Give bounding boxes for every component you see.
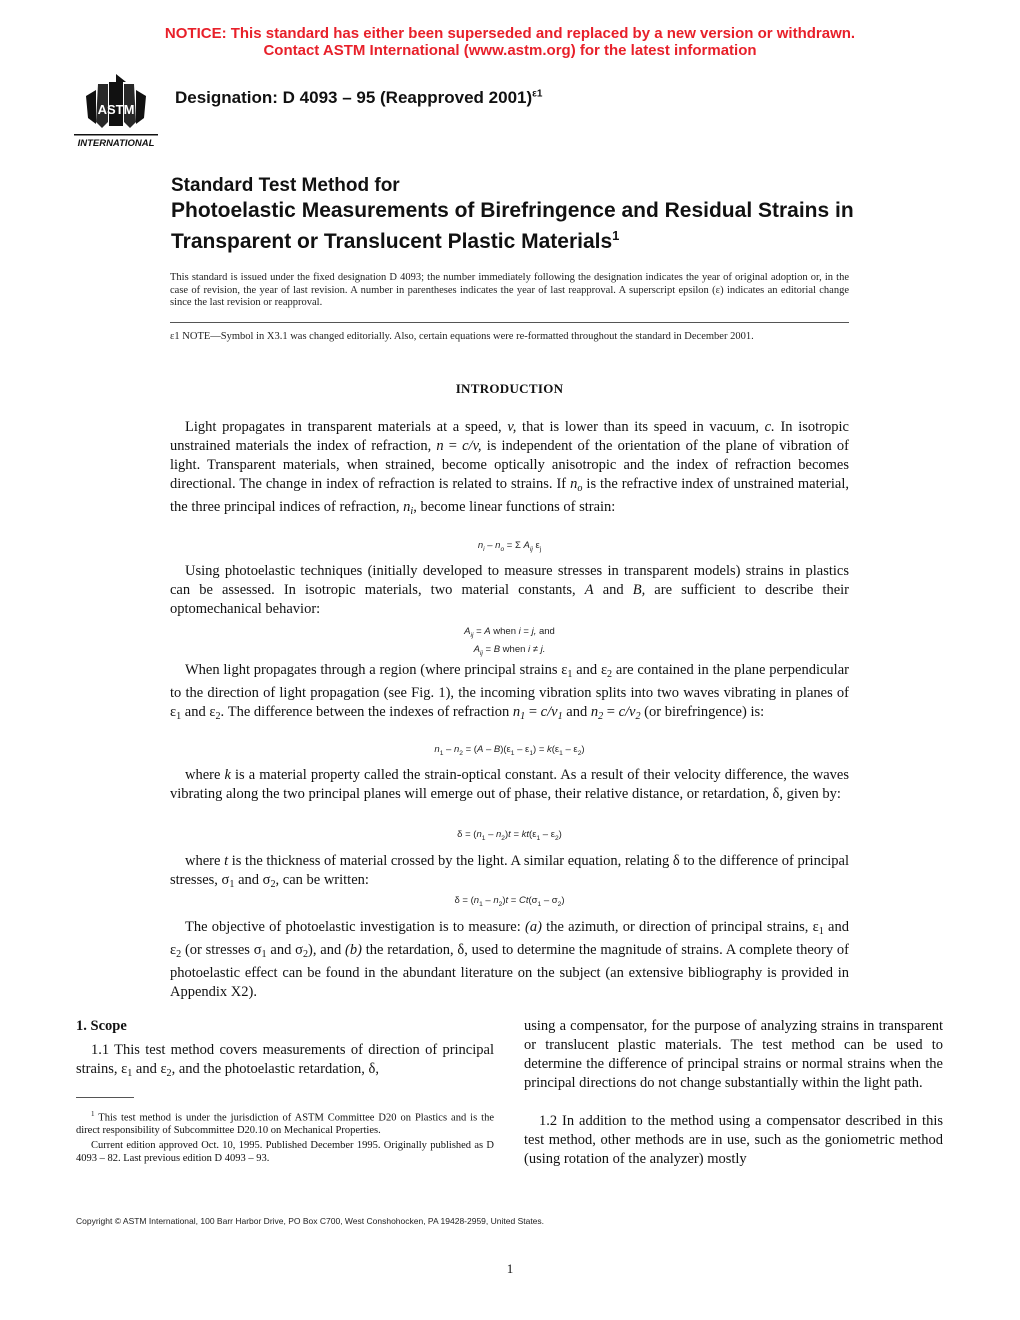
intro-paragraph-2: Using photoelastic techniques (initially developed to measure stresses in transparent models) strains in plastics can be assessed. In isotropic materials, two material constants, A and B, are sufficient to describe their optomechanical behavior:	[170, 563, 849, 617]
copyright-notice: Copyright © ASTM International, 100 Barr Harbor Drive, PO Box C700, West Conshohocken, PA 19428-2959, United States.	[76, 1216, 545, 1226]
introduction-heading: INTRODUCTION	[455, 381, 564, 396]
notice-line-2: Contact ASTM International (www.astm.org) for the latest information	[263, 42, 757, 59]
scope-heading: 1. Scope	[76, 1018, 127, 1034]
scope-1-1-paragraph: 1.1 This test method covers measurements of direction of principal strains, $\varepsilon_1$ and $\varepsilon_2$, and the photoelastic retardation, δ,	[76, 1042, 494, 1079]
svg-text:INTERNATIONAL: INTERNATIONAL	[77, 138, 155, 149]
intro-paragraph-5: where t is the thickness of material crossed by the light. A similar equation, relating δ to the difference of principal stresses, $\sigma_1$ and $\sigma_2$, can be written:	[170, 853, 849, 890]
astm-logo-icon	[68, 70, 164, 152]
equation-1: $n_i - n_o = \Sigma$ $A_{ij}$ $\varepsilon_j$	[477, 540, 542, 553]
intro-paragraph-4: where k is a material property called the strain-optical constant. As a result of their velocity difference, the waves vibrating along the two principal planes will emerge out of phase, their relative distance, or retardation, δ, given by:	[170, 767, 850, 802]
equation-3: $n_1 - n_2 = (A - B)(\varepsilon_1 - \varepsilon_1) = k(\varepsilon_1 - \varepsilon_2)$	[434, 744, 585, 757]
issuance-note: This standard is issued under the fixed designation D 4093; the number immediately following the designation indicates the year of original adoption or, in the case of revision, the year of last revision. A number in parentheses indicates the year of last reapproval. A superscript epsilon (ε) indicates an editorial change since the last revision or reapproval.	[170, 272, 849, 308]
svg-text:ASTM: ASTM	[97, 102, 135, 117]
footnote-2: Current edition approved Oct. 10, 1995. Published December 1995. Originally published as D 4093 – 82. Last previous edition D 4093 – 93.	[76, 1140, 494, 1164]
divider	[170, 322, 849, 323]
title-prefix: Standard Test Method for	[171, 175, 400, 196]
footnote-divider	[76, 1097, 134, 1098]
designation: Designation: D 4093 – 95 (Reapproved 2001)$^{\varepsilon 1}$	[175, 88, 543, 107]
page-title: Photoelastic Measurements of Birefringence and Residual Strains in Transparent or Translucent Plastic Materials$^1$	[171, 199, 854, 253]
equation-2: $A_{ij} = A$ when i = j, and $A_{ij} = B$ when i ≠ j.	[464, 626, 555, 657]
page-number: 1	[506, 1261, 514, 1276]
intro-paragraph-1: Light propagates in transparent materials at a speed, v, that is lower than its speed in vacuum, c. In isotropic unstrained materials the index of refraction, n = c/v, is independent of the orientation of the plane of vibration of light. Transparent materials, when strained, become optically anisotropic and the index of refraction becomes directional. The change in index of refraction is related to strains. If $n_o$ is the refractive index of unstrained material, the three principal indices of refraction, $n_i$, become linear functions of strain:	[170, 419, 849, 517]
intro-paragraph-6: The objective of photoelastic investigation is to measure: (a) the azimuth, or direction of principal strains, $\varepsilon_1$ and $\varepsilon_2$ (or stresses $\sigma_1$ and $\sigma_2$), and (b) the retardation, δ, used to determine the magnitude of strains. A complete theory of photoelastic effect can be found in the abundant literature on the subject (an extensive bibliography is provided in Appendix X2).	[170, 919, 849, 1000]
scope-1-2-paragraph: 1.2 In addition to the method using a compensator described in this test method, other methods are in use, such as the goniometric method (using rotation of the analyzer) mostly	[524, 1113, 943, 1167]
footnote-1: $^1$ This test method is under the jurisdiction of ASTM Committee D20 on Plastics and is the direct responsibility of Subcommittee D20.10 on Mechanical Properties.	[76, 1110, 494, 1136]
scope-1-1-continuation: using a compensator, for the purpose of analyzing strains in transparent or translucent plastic materials. The test method can be used to determine the difference of principal strains or normal strains when the principal directions do not change substantially within the light path.	[524, 1018, 943, 1091]
editorial-note: ε1 NOTE—Symbol in X3.1 was changed editorially. Also, certain equations were re-formatted throughout the standard in December 2001.	[170, 331, 754, 342]
equation-4: $\delta = (n_1 - n_2)t = kt(\varepsilon_1 - \varepsilon_2)$	[457, 829, 562, 842]
intro-paragraph-3: When light propagates through a region (where principal strains $\varepsilon_1$ and $\varepsilon_2$ are contained in the plane perpendicular to the direction of light propagation (see Fig. 1), the incoming vibration splits into two waves vibrating in planes of $\varepsilon_1$ and $\varepsilon_2$. The difference between the indexes of refraction $n_1 = c/v_1$ and $n_2 = c/v_2$ (or birefringence) is:	[170, 662, 849, 722]
equation-5: $\delta = (n_1 - n_2)t = Ct(\sigma_1 - \sigma_2)$	[454, 895, 565, 908]
notice-line-1: NOTICE: This standard has either been superseded and replaced by a new version or withdrawn.	[164, 25, 856, 42]
